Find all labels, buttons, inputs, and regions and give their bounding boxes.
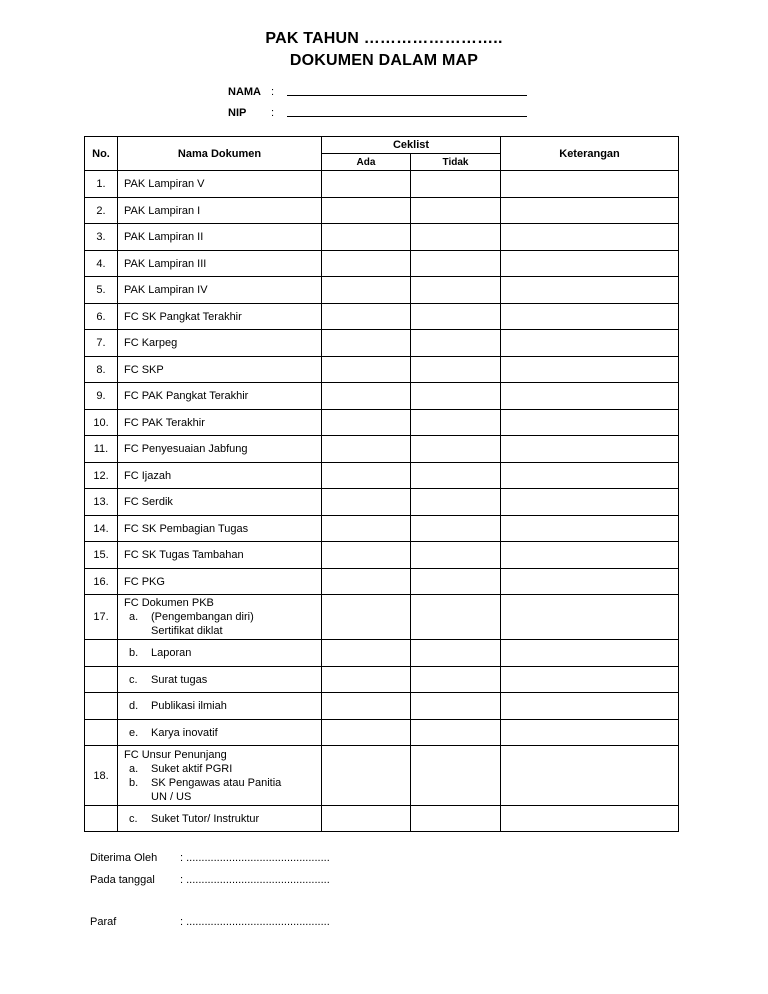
row-document: FC PKG xyxy=(118,569,322,595)
header-nama-dokumen: Nama Dokumen xyxy=(118,137,322,171)
ada-cell[interactable] xyxy=(322,198,411,224)
row-number: 13. xyxy=(85,489,118,516)
penunjang-item-a-marker: a. xyxy=(129,762,139,775)
nip-label: NIP xyxy=(228,107,247,119)
table-row xyxy=(85,693,679,720)
penunjang-item-a-text: Suket aktif PGRI xyxy=(151,762,233,775)
pkb-item-d-marker: d. xyxy=(129,700,139,712)
table-row xyxy=(85,463,679,489)
row-number: 3. xyxy=(85,224,118,251)
pkb-item-c-marker: c. xyxy=(129,673,138,686)
ada-cell[interactable] xyxy=(322,693,411,720)
keterangan-cell[interactable] xyxy=(501,569,679,595)
row-document: PAK Lampiran III xyxy=(118,251,322,277)
table-row xyxy=(85,542,679,569)
tidak-cell[interactable] xyxy=(411,224,501,251)
tidak-cell[interactable] xyxy=(411,383,501,410)
row-number: 1. xyxy=(85,171,118,198)
document-checklist-table xyxy=(84,136,679,832)
tidak-cell[interactable] xyxy=(411,304,501,330)
table-row xyxy=(85,436,679,463)
paraf-label: Paraf xyxy=(90,916,117,928)
row-number: 11. xyxy=(85,436,118,463)
table-row xyxy=(85,224,679,251)
ada-cell[interactable] xyxy=(322,436,411,463)
row-number: 16. xyxy=(85,569,118,595)
tidak-cell[interactable] xyxy=(411,436,501,463)
tidak-cell[interactable] xyxy=(411,198,501,224)
diterima-label: Diterima Oleh xyxy=(90,852,158,864)
pkb-item-e-text: Karya inovatif xyxy=(151,726,218,739)
ada-cell[interactable] xyxy=(322,304,411,330)
tidak-cell[interactable] xyxy=(411,640,501,667)
keterangan-cell[interactable] xyxy=(501,171,679,198)
row-number: 12. xyxy=(85,463,118,489)
tidak-cell[interactable] xyxy=(411,746,501,806)
header-ada: Ada xyxy=(322,154,411,171)
tidak-cell[interactable] xyxy=(411,171,501,198)
keterangan-cell[interactable] xyxy=(501,251,679,277)
keterangan-cell[interactable] xyxy=(501,595,679,640)
nama-colon: : xyxy=(271,86,275,98)
table-row xyxy=(85,806,679,832)
nip-colon: : xyxy=(271,107,275,119)
row-number: 15. xyxy=(85,542,118,569)
row-number: 9. xyxy=(85,383,118,410)
table-row xyxy=(85,746,679,806)
penunjang-item-a xyxy=(124,762,321,776)
row-document: PAK Lampiran II xyxy=(118,224,322,251)
diterima-field[interactable]: : ............................................... xyxy=(180,852,330,864)
ada-cell[interactable] xyxy=(322,542,411,569)
ada-cell[interactable] xyxy=(322,595,411,640)
row-document xyxy=(118,595,322,640)
penunjang-item-b xyxy=(124,776,321,790)
penunjang-item-c-text: Suket Tutor/ Instruktur xyxy=(151,812,260,825)
ada-cell[interactable] xyxy=(322,746,411,806)
tidak-cell[interactable] xyxy=(411,251,501,277)
tidak-cell[interactable] xyxy=(411,330,501,357)
table-row xyxy=(85,277,679,304)
pkb-heading: FC Dokumen PKB xyxy=(124,597,214,609)
pkb-item-b-text: Laporan xyxy=(151,647,192,659)
keterangan-cell[interactable] xyxy=(501,277,679,304)
row-document: PAK Lampiran IV xyxy=(118,277,322,304)
keterangan-cell[interactable] xyxy=(501,330,679,357)
row-number: 4. xyxy=(85,251,118,277)
row-document xyxy=(118,720,322,746)
row-number: 7. xyxy=(85,330,118,357)
tidak-cell[interactable] xyxy=(411,806,501,832)
ada-cell[interactable] xyxy=(322,806,411,832)
pkb-item-a-text2: Sertifikat diklat xyxy=(151,625,223,637)
row-document: FC Ijazah xyxy=(118,463,322,489)
row-number: 10. xyxy=(85,410,118,436)
row-document xyxy=(118,806,322,832)
row-number: 8. xyxy=(85,357,118,383)
row-document: FC PAK Pangkat Terakhir xyxy=(118,383,322,410)
row-document: FC Penyesuaian Jabfung xyxy=(118,436,322,463)
tidak-cell[interactable] xyxy=(411,720,501,746)
keterangan-cell[interactable] xyxy=(501,410,679,436)
table-row xyxy=(85,357,679,383)
row-document: FC SK Tugas Tambahan xyxy=(118,542,322,569)
penunjang-item-b-text2: UN / US xyxy=(151,790,192,803)
ada-cell[interactable] xyxy=(322,516,411,542)
tidak-cell[interactable] xyxy=(411,693,501,720)
table-row xyxy=(85,251,679,277)
ada-cell[interactable] xyxy=(322,569,411,595)
table-row xyxy=(85,489,679,516)
ada-cell[interactable] xyxy=(322,171,411,198)
tidak-cell[interactable] xyxy=(411,542,501,569)
row-document: PAK Lampiran V xyxy=(118,171,322,198)
row-document xyxy=(118,746,322,806)
keterangan-cell[interactable] xyxy=(501,806,679,832)
pkb-item-a-marker: a. xyxy=(129,611,139,623)
tidak-cell[interactable] xyxy=(411,277,501,304)
tidak-cell[interactable] xyxy=(411,569,501,595)
ada-cell[interactable] xyxy=(322,277,411,304)
header-tidak: Tidak xyxy=(411,154,501,171)
table-row xyxy=(85,383,679,410)
table-row xyxy=(85,330,679,357)
row-document xyxy=(118,693,322,720)
row-number xyxy=(85,720,118,746)
row-number: 6. xyxy=(85,304,118,330)
ada-cell[interactable] xyxy=(322,357,411,383)
keterangan-cell[interactable] xyxy=(501,720,679,746)
penunjang-item-c-marker: c. xyxy=(129,812,138,825)
ada-cell[interactable] xyxy=(322,463,411,489)
table-row xyxy=(85,720,679,746)
nip-field-line[interactable] xyxy=(287,116,527,117)
row-number: 14. xyxy=(85,516,118,542)
pkb-item-a xyxy=(124,610,321,624)
ada-cell[interactable] xyxy=(322,640,411,667)
tidak-cell[interactable] xyxy=(411,667,501,693)
row-document: FC Serdik xyxy=(118,489,322,516)
row-number xyxy=(85,640,118,667)
tidak-cell[interactable] xyxy=(411,463,501,489)
doc-title-line1: PAK TAHUN …………………….. xyxy=(265,30,503,47)
row-number xyxy=(85,806,118,832)
keterangan-cell[interactable] xyxy=(501,693,679,720)
table-row xyxy=(85,304,679,330)
keterangan-cell[interactable] xyxy=(501,224,679,251)
row-document: PAK Lampiran I xyxy=(118,198,322,224)
keterangan-cell[interactable] xyxy=(501,436,679,463)
keterangan-cell[interactable] xyxy=(501,357,679,383)
row-document: FC SK Pangkat Terakhir xyxy=(118,304,322,330)
keterangan-cell[interactable] xyxy=(501,304,679,330)
ada-cell[interactable] xyxy=(322,720,411,746)
table-row xyxy=(85,667,679,693)
ada-cell[interactable] xyxy=(322,410,411,436)
pkb-item-c-text: Surat tugas xyxy=(151,673,208,686)
keterangan-cell[interactable] xyxy=(501,640,679,667)
penunjang-item-b-marker: b. xyxy=(129,776,139,789)
row-number: 18. xyxy=(85,746,118,806)
header-keterangan: Keterangan xyxy=(501,137,679,171)
ada-cell[interactable] xyxy=(322,667,411,693)
table-row xyxy=(85,410,679,436)
table-row xyxy=(85,198,679,224)
keterangan-cell[interactable] xyxy=(501,383,679,410)
keterangan-cell[interactable] xyxy=(501,516,679,542)
row-number xyxy=(85,693,118,720)
row-number: 2. xyxy=(85,198,118,224)
keterangan-cell[interactable] xyxy=(501,667,679,693)
keterangan-cell[interactable] xyxy=(501,463,679,489)
keterangan-cell[interactable] xyxy=(501,746,679,806)
row-document xyxy=(118,640,322,667)
ada-cell[interactable] xyxy=(322,251,411,277)
header-ceklist: Ceklist xyxy=(322,137,501,154)
row-document xyxy=(118,667,322,693)
ada-cell[interactable] xyxy=(322,489,411,516)
keterangan-cell[interactable] xyxy=(501,489,679,516)
table-row xyxy=(85,640,679,667)
nama-label: NAMA xyxy=(228,86,261,98)
tanggal-label: Pada tanggal xyxy=(90,874,155,886)
row-number xyxy=(85,667,118,693)
tanggal-field[interactable]: : ............................................... xyxy=(180,874,330,886)
penunjang-heading: FC Unsur Penunjang xyxy=(124,748,227,761)
ada-cell[interactable] xyxy=(322,224,411,251)
row-document: FC Karpeg xyxy=(118,330,322,357)
tidak-cell[interactable] xyxy=(411,357,501,383)
pkb-item-e-marker: e. xyxy=(129,726,139,739)
row-document: FC SKP xyxy=(118,357,322,383)
nama-field-line[interactable] xyxy=(287,95,527,96)
row-number: 17. xyxy=(85,595,118,640)
tidak-cell[interactable] xyxy=(411,516,501,542)
ada-cell[interactable] xyxy=(322,383,411,410)
tidak-cell[interactable] xyxy=(411,410,501,436)
table-row xyxy=(85,569,679,595)
keterangan-cell[interactable] xyxy=(501,198,679,224)
doc-title-line2: DOKUMEN DALAM MAP xyxy=(289,52,479,69)
row-number: 5. xyxy=(85,277,118,304)
pkb-item-a-text: (Pengembangan diri) xyxy=(151,611,254,623)
table-row xyxy=(85,516,679,542)
table-row xyxy=(85,171,679,198)
ada-cell[interactable] xyxy=(322,330,411,357)
tidak-cell[interactable] xyxy=(411,489,501,516)
penunjang-item-b-text: SK Pengawas atau Panitia xyxy=(151,776,282,789)
header-no: No. xyxy=(85,137,118,171)
keterangan-cell[interactable] xyxy=(501,542,679,569)
paraf-field[interactable]: : ............................................... xyxy=(180,916,330,928)
tidak-cell[interactable] xyxy=(411,595,501,640)
pkb-item-d-text: Publikasi ilmiah xyxy=(151,700,227,712)
pkb-item-b-marker: b. xyxy=(129,647,139,659)
row-document: FC PAK Terakhir xyxy=(118,410,322,436)
table-row xyxy=(85,595,679,640)
row-document: FC SK Pembagian Tugas xyxy=(118,516,322,542)
